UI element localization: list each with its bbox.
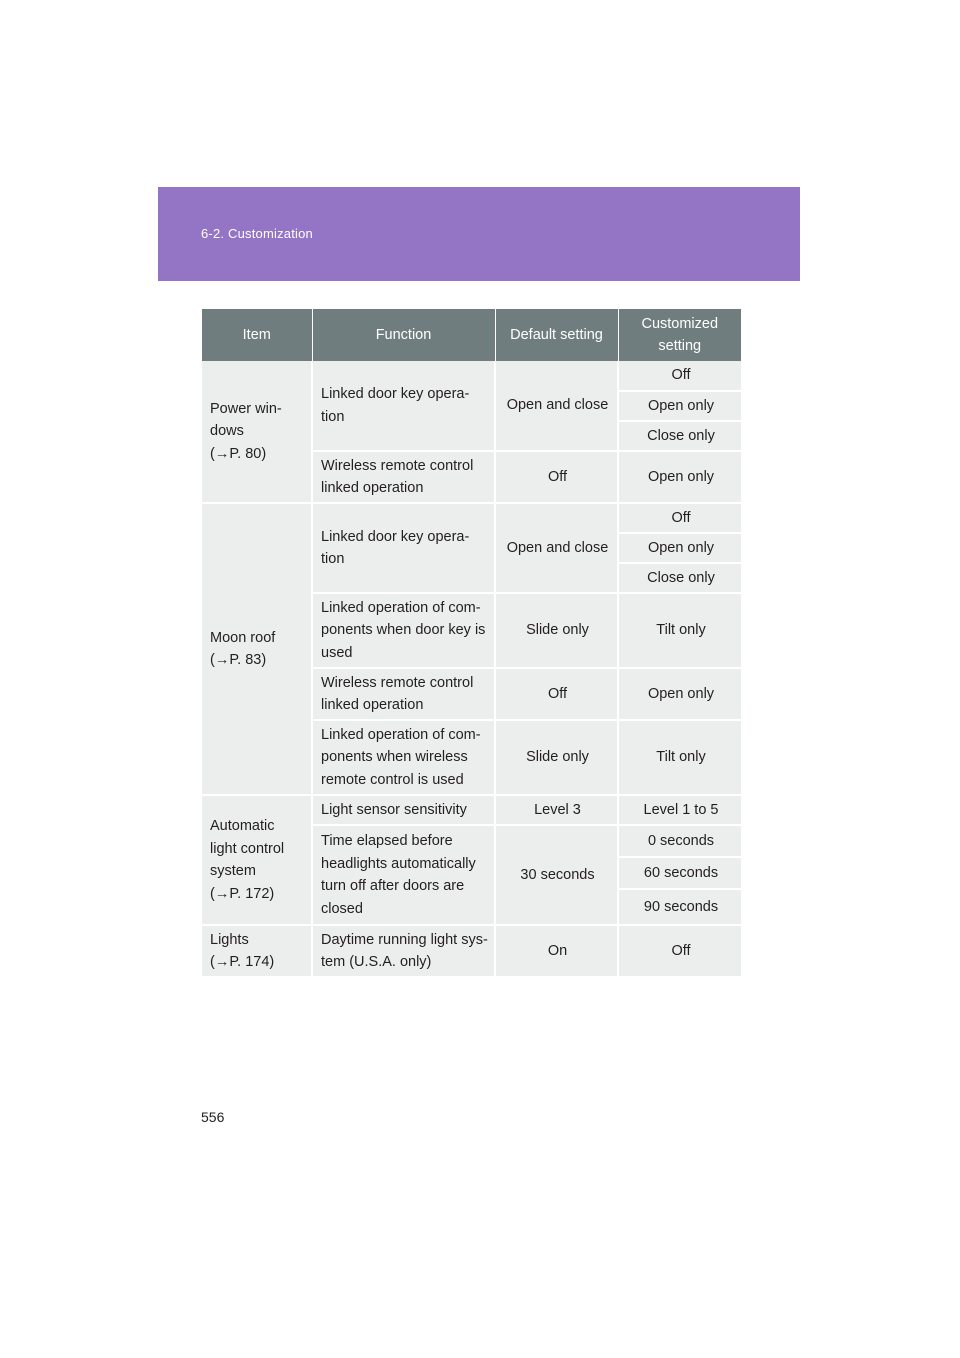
customized-value: 90 seconds	[618, 889, 741, 925]
customized-value: Open only	[618, 533, 741, 563]
customized-value: Level 1 to 5	[618, 795, 741, 825]
item-lights: Lights (→P. 174)	[202, 925, 312, 977]
header-item: Item	[202, 309, 312, 361]
customized-value: Tilt only	[618, 720, 741, 795]
function-light-sensor-sensitivity: Light sensor sensitivity	[312, 795, 495, 825]
function-components-door-key: Linked operation of com- ponents when door key is used	[312, 593, 495, 668]
page-number: 556	[201, 1109, 225, 1125]
item-automatic-light-control: Automatic light control system (→P. 172)	[202, 795, 312, 925]
customized-value: Open only	[618, 391, 741, 421]
header-band	[158, 187, 800, 281]
customized-value: 0 seconds	[618, 825, 741, 857]
default-value: Slide only	[495, 593, 618, 668]
default-value: Open and close	[495, 361, 618, 451]
customized-value: Close only	[618, 563, 741, 593]
default-value: Level 3	[495, 795, 618, 825]
table-row	[202, 503, 741, 533]
table-row	[202, 795, 741, 825]
customized-value: Off	[618, 925, 741, 977]
customized-value: Tilt only	[618, 593, 741, 668]
customized-value: Close only	[618, 421, 741, 451]
item-power-windows: Power win- dows (→P. 80)	[202, 361, 312, 503]
header-customized-setting: Customized setting	[618, 309, 741, 361]
customized-value: Open only	[618, 668, 741, 720]
header-default-setting: Default setting	[495, 309, 618, 361]
default-value: Slide only	[495, 720, 618, 795]
section-title: 6-2. Customization	[201, 226, 313, 241]
table-row	[202, 925, 741, 977]
function-wireless-remote: Wireless remote control linked operation	[312, 668, 495, 720]
function-linked-door-key: Linked door key opera- tion	[312, 361, 495, 451]
table-header-row	[202, 309, 741, 361]
customization-table	[202, 309, 741, 978]
item-moon-roof: Moon roof (→P. 83)	[202, 503, 312, 795]
customized-value: Off	[618, 361, 741, 391]
function-linked-door-key: Linked door key opera- tion	[312, 503, 495, 593]
function-time-elapsed: Time elapsed before headlights automatically turn off after doors are closed	[312, 825, 495, 925]
function-components-wireless: Linked operation of com- ponents when wireless remote control is used	[312, 720, 495, 795]
default-value: 30 seconds	[495, 825, 618, 925]
default-value: On	[495, 925, 618, 977]
customized-value: Off	[618, 503, 741, 533]
customized-value: Open only	[618, 451, 741, 503]
customized-value: 60 seconds	[618, 857, 741, 889]
default-value: Off	[495, 451, 618, 503]
default-value: Off	[495, 668, 618, 720]
function-daytime-running-light: Daytime running light sys- tem (U.S.A. only)	[312, 925, 495, 977]
table-row	[202, 361, 741, 391]
default-value: Open and close	[495, 503, 618, 593]
function-wireless-remote: Wireless remote control linked operation	[312, 451, 495, 503]
header-function: Function	[312, 309, 495, 361]
